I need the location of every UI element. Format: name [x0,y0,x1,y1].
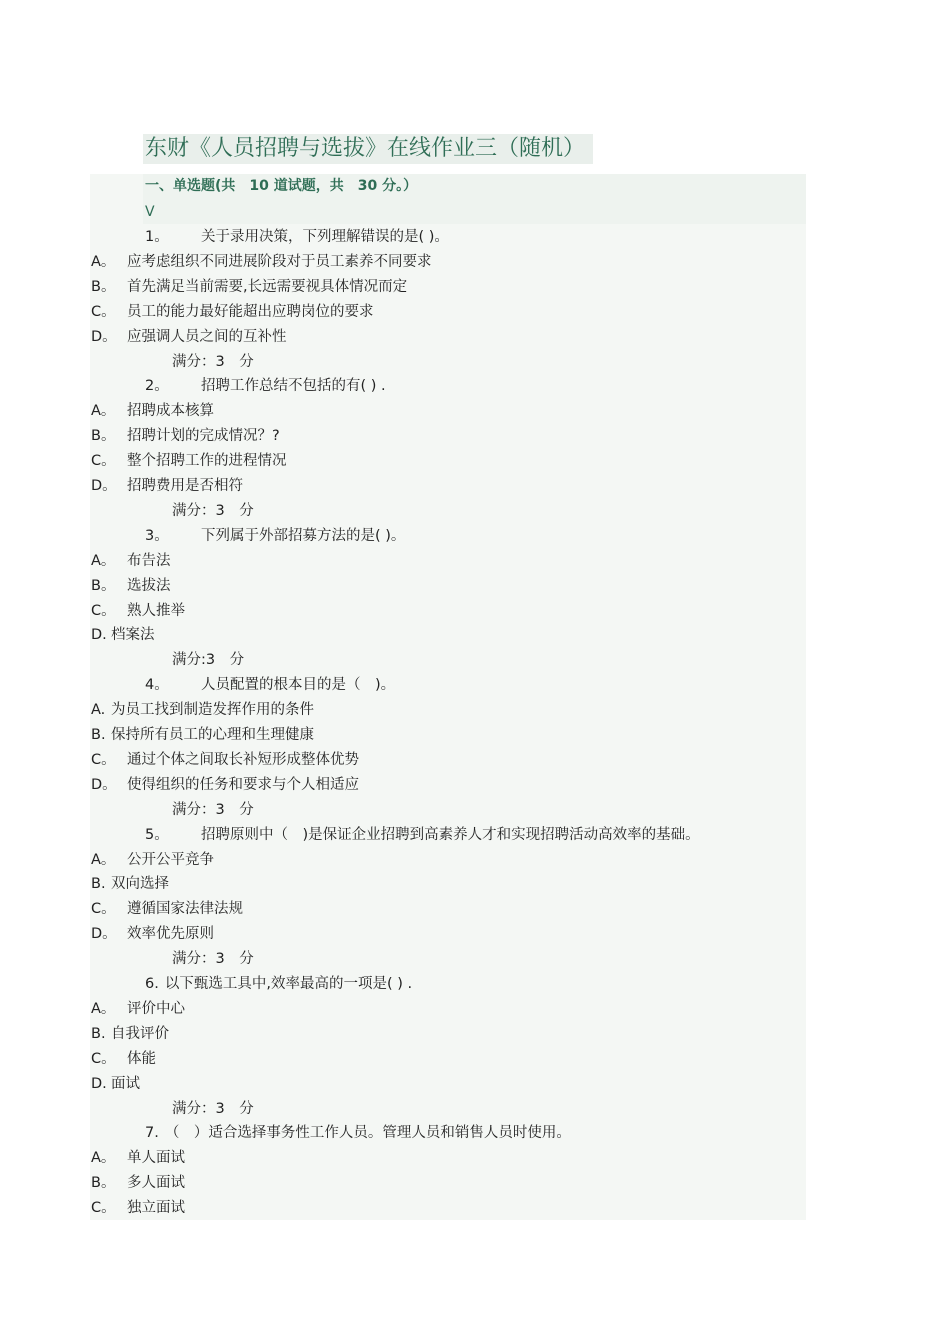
option-text: 体能 [127,1051,156,1067]
option-text: 评价中心 [127,1001,185,1017]
question-text: 招聘原则中（ )是保证企业招聘到高素养人才和实现招聘活动高效率的基础。 [201,827,700,843]
answer-option [91,426,280,446]
answer-option [91,451,287,471]
question-stem [145,1123,571,1143]
question-number: 7. [145,1125,159,1141]
option-letter: C。 [91,304,116,320]
question-text: 关于录用决策，下列理解错误的是( )。 [201,229,449,245]
answer-option [91,551,171,571]
answer-option [91,999,185,1019]
answer-option [91,750,359,770]
option-letter: A。 [91,1001,116,1017]
answer-option [91,476,243,496]
option-text: 面试 [111,1076,140,1092]
question-number: 6. [145,976,159,992]
answer-option [91,924,214,944]
question-score: 满分：3 分 [172,802,254,818]
answer-option [91,775,359,795]
answer-option [91,1049,156,1069]
option-letter: D。 [91,926,117,942]
option-text: 为员工找到制造发挥作用的条件 [111,702,314,718]
question-number: 3。 [145,528,169,544]
option-text: 员工的能力最好能超出应聘岗位的要求 [127,304,374,320]
question-stem [145,974,412,994]
option-letter: A。 [91,553,116,569]
option-letter: B. [91,727,106,743]
question-text: 招聘工作总结不包括的有( ) . [201,378,386,394]
answer-option [91,601,185,621]
option-text: 应强调人员之间的互补性 [127,329,287,345]
option-text: 单人面试 [127,1150,185,1166]
option-letter: D. [91,1076,107,1092]
option-letter: A。 [91,1150,116,1166]
option-text: 招聘费用是否相符 [127,478,243,494]
option-text: 自我评价 [111,1026,169,1042]
option-text: 效率优先原则 [127,926,214,942]
option-letter: D。 [91,329,117,345]
answer-option [91,874,169,894]
option-letter: B。 [91,428,116,444]
answer-option [91,576,171,596]
option-text: 选拔法 [127,578,171,594]
option-letter: C。 [91,603,116,619]
option-text: 招聘成本核算 [127,403,214,419]
option-text: 整个招聘工作的进程情况 [127,453,287,469]
option-text: 遵循国家法律法规 [127,901,243,917]
question-stem [145,227,449,247]
answer-option [91,725,314,745]
answer-option [91,1074,140,1094]
question-score: 满分：3 分 [172,503,254,519]
answer-option [91,277,407,297]
option-letter: C。 [91,752,116,768]
question-score: 满分：3 分 [172,354,254,370]
option-text: 独立面试 [127,1200,185,1216]
question-stem [145,376,386,396]
answer-option [91,625,155,645]
option-text: 首先满足当前需要,长远需要视具体情况而定 [127,279,408,295]
answer-option [91,327,287,347]
option-letter: D。 [91,478,117,494]
option-text: 双向选择 [111,876,169,892]
question-number: 1。 [145,229,169,245]
option-letter: C。 [91,453,116,469]
question-number: 4。 [145,677,169,693]
option-letter: C。 [91,1200,116,1216]
option-text: 布告法 [127,553,171,569]
option-text: 通过个体之间取长补短形成整体优势 [127,752,359,768]
answer-option [91,850,214,870]
answer-option [91,1024,169,1044]
question-score: 满分:3 分 [172,652,245,668]
answer-option [91,302,374,322]
option-letter: A。 [91,852,116,868]
option-text: 档案法 [111,627,155,643]
option-letter: C。 [91,1051,116,1067]
question-number: 5。 [145,827,169,843]
answer-option [91,1148,185,1168]
question-text: （ ）适合选择事务性工作人员。管理人员和销售人员时使用。 [164,1125,571,1141]
option-letter: B。 [91,578,116,594]
option-text: 公开公平竞争 [127,852,214,868]
option-text: 使得组织的任务和要求与个人相适应 [127,777,359,793]
option-letter: B. [91,1026,106,1042]
option-letter: B。 [91,1175,116,1191]
option-letter: A。 [91,403,116,419]
option-letter: B。 [91,279,116,295]
option-letter: B. [91,876,106,892]
question-text: 以下甄选工具中,效率最高的一项是( ) . [164,976,413,992]
document-title: 东财《人员招聘与选拔》在线作业三（随机） [143,134,593,164]
answer-option [91,252,432,272]
question-stem [145,526,405,546]
answer-option [91,1173,185,1193]
option-text: 熟人推举 [127,603,185,619]
answer-option [91,700,314,720]
question-stem [145,825,700,845]
question-text: 下列属于外部招募方法的是( )。 [201,528,406,544]
question-number: 2。 [145,378,169,394]
option-text: 招聘计划的完成情况？? [127,428,280,444]
answer-option [91,401,214,421]
question-score: 满分：3 分 [172,951,254,967]
answer-option [91,899,243,919]
option-letter: D. [91,627,107,643]
option-letter: D。 [91,777,117,793]
question-text: 人员配置的根本目的是（ )。 [201,677,396,693]
option-text: 应考虑组织不同进展阶段对于员工素养不同要求 [127,254,432,270]
option-text: 多人面试 [127,1175,185,1191]
question-stem [145,675,395,695]
option-text: 保持所有员工的心理和生理健康 [111,727,314,743]
answer-mark: V [145,204,155,220]
question-score: 满分：3 分 [172,1101,254,1117]
option-letter: A. [91,702,106,718]
answer-option [91,1198,185,1218]
section-heading: 一、单选题(共 10 道试题，共 30 分。） [145,178,418,194]
option-letter: A。 [91,254,116,270]
option-letter: C。 [91,901,116,917]
